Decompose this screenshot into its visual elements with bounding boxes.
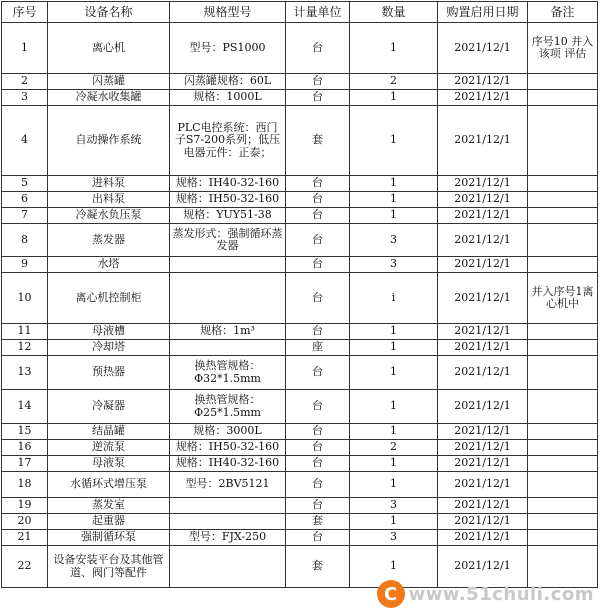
table-row [2,257,598,273]
cell-spec: 闪蒸罐规格：60L [170,74,286,90]
cell-no: 10 [2,273,48,324]
cell-name: 离心机 [48,23,170,74]
cell-name: 离心机控制柜 [48,273,170,324]
watermark [377,580,594,608]
cell-date: 2021/12/1 [438,546,528,588]
cell-spec: 蒸发形式：强制循环蒸发器 [170,224,286,257]
cell-qty: 1 [350,90,438,106]
cell-name: 设备安装平台及其他管道、阀门等配件 [48,546,170,588]
cell-date: 2021/12/1 [438,257,528,273]
cell-name: 逆流泵 [48,440,170,456]
cell-name: 起重器 [48,514,170,530]
cell-qty: 1 [350,208,438,224]
cell-note [528,514,598,530]
header-date: 购置启用日期 [438,2,528,23]
cell-spec: 换热管规格：Φ32*1.5mm [170,356,286,390]
header-unit: 计量单位 [286,2,350,23]
table-row [2,208,598,224]
cell-note [528,257,598,273]
cell-no: 7 [2,208,48,224]
cell-spec: 型号：PS1000 [170,23,286,74]
cell-no: 14 [2,390,48,424]
cell-qty: 3 [350,530,438,546]
cell-note [528,90,598,106]
cell-date: 2021/12/1 [438,176,528,192]
cell-qty: 1 [350,390,438,424]
cell-name: 结晶罐 [48,424,170,440]
cell-name: 水塔 [48,257,170,273]
cell-spec: 换热管规格：Φ25*1.5mm [170,390,286,424]
cell-name: 预热器 [48,356,170,390]
cell-spec [170,546,286,588]
cell-unit: 台 [286,224,350,257]
cell-unit: 台 [286,90,350,106]
table-row [2,340,598,356]
header-spec: 规格型号 [170,2,286,23]
header-no: 序号 [2,2,48,23]
cell-no: 1 [2,23,48,74]
cell-qty: 3 [350,224,438,257]
cell-no: 20 [2,514,48,530]
cell-no: 11 [2,324,48,340]
cell-spec: 规格：IH40-32-160 [170,456,286,472]
cell-unit: 台 [286,208,350,224]
table-row [2,23,598,74]
cell-qty: 1 [350,23,438,74]
header-note: 备注 [528,2,598,23]
table-row [2,90,598,106]
cell-note [528,456,598,472]
cell-unit: 台 [286,257,350,273]
cell-note [528,340,598,356]
table-row [2,356,598,390]
cell-spec: 型号：2BV5121 [170,472,286,498]
cell-date: 2021/12/1 [438,530,528,546]
cell-spec: 规格：IH50-32-160 [170,440,286,456]
cell-date: 2021/12/1 [438,106,528,176]
cell-note [528,106,598,176]
cell-date: 2021/12/1 [438,273,528,324]
cell-name: 水循环式增压泵 [48,472,170,498]
cell-name: 强制循环泵 [48,530,170,546]
cell-unit: 台 [286,324,350,340]
table-row [2,192,598,208]
cell-spec: 规格：IH40-32-160 [170,176,286,192]
cell-spec: 规格：1m³ [170,324,286,340]
cell-spec: PLC电控系统：西门子S7-200系列；低压电器元件：正泰； [170,106,286,176]
cell-qty: 3 [350,498,438,514]
cell-spec: 规格：3000L [170,424,286,440]
cell-note [528,356,598,390]
cell-no: 8 [2,224,48,257]
cell-note [528,192,598,208]
cell-date: 2021/12/1 [438,192,528,208]
cell-date: 2021/12/1 [438,224,528,257]
cell-name: 出料泵 [48,192,170,208]
cell-name: 自动操作系统 [48,106,170,176]
cell-no: 17 [2,456,48,472]
cell-unit: 台 [286,390,350,424]
cell-date: 2021/12/1 [438,324,528,340]
cell-spec: 型号：FJX-250 [170,530,286,546]
cell-spec: 规格：1000L [170,90,286,106]
cell-spec [170,498,286,514]
cell-no: 13 [2,356,48,390]
cell-unit: 套 [286,546,350,588]
cell-unit: 台 [286,472,350,498]
table-row [2,514,598,530]
cell-note [528,472,598,498]
cell-note [528,390,598,424]
cell-note [528,324,598,340]
cell-unit: 台 [286,530,350,546]
cell-name: 冷凝器 [48,390,170,424]
cell-name: 母液槽 [48,324,170,340]
cell-no: 21 [2,530,48,546]
equipment-table [1,1,598,588]
cell-unit: 台 [286,74,350,90]
cell-no: 18 [2,472,48,498]
cell-name: 冷却塔 [48,340,170,356]
cell-note [528,424,598,440]
cell-note [528,440,598,456]
cell-note [528,74,598,90]
table-row [2,530,598,546]
cell-spec [170,340,286,356]
cell-unit: 台 [286,356,350,390]
table-row [2,472,598,498]
header-row [2,2,598,23]
cell-date: 2021/12/1 [438,498,528,514]
cell-qty: 1 [350,176,438,192]
cell-qty: 1 [350,106,438,176]
cell-date: 2021/12/1 [438,390,528,424]
cell-unit: 台 [286,273,350,324]
header-name: 设备名称 [48,2,170,23]
table-row [2,440,598,456]
cell-date: 2021/12/1 [438,90,528,106]
cell-date: 2021/12/1 [438,74,528,90]
table-row [2,424,598,440]
cell-no: 3 [2,90,48,106]
table-row [2,390,598,424]
cell-unit: 台 [286,192,350,208]
header-qty: 数量 [350,2,438,23]
cell-no: 2 [2,74,48,90]
cell-no: 16 [2,440,48,456]
cell-qty: 2 [350,74,438,90]
cell-no: 12 [2,340,48,356]
watermark-text: www.51chuli.com [408,583,594,605]
cell-unit: 台 [286,23,350,74]
cell-name: 蒸发室 [48,498,170,514]
cell-qty: 1 [350,546,438,588]
cell-unit: 台 [286,424,350,440]
cell-date: 2021/12/1 [438,424,528,440]
cell-unit: 台 [286,498,350,514]
cell-qty: 1 [350,424,438,440]
cell-note [528,498,598,514]
cell-date: 2021/12/1 [438,472,528,498]
cell-no: 5 [2,176,48,192]
cell-qty: 1 [350,192,438,208]
cell-note: 并入序号1离心机中 [528,273,598,324]
cell-name: 进料泵 [48,176,170,192]
cell-qty: 2 [350,440,438,456]
table-row [2,456,598,472]
cell-qty: 1 [350,472,438,498]
cell-date: 2021/12/1 [438,356,528,390]
cell-date: 2021/12/1 [438,440,528,456]
table-row [2,324,598,340]
cell-note [528,224,598,257]
cell-name: 闪蒸罐 [48,74,170,90]
table-row [2,74,598,90]
cell-qty: 1 [350,324,438,340]
cell-spec: 规格：YUY51-38 [170,208,286,224]
cell-qty: 1 [350,514,438,530]
cell-unit: 套 [286,514,350,530]
cell-unit: 台 [286,176,350,192]
cell-date: 2021/12/1 [438,23,528,74]
cell-note: 序号10 并入该项 评估 [528,23,598,74]
cell-date: 2021/12/1 [438,208,528,224]
cell-no: 4 [2,106,48,176]
cell-note [528,208,598,224]
cell-date: 2021/12/1 [438,456,528,472]
table-row [2,498,598,514]
table-row [2,224,598,257]
cell-spec: 规格：IH50-32-160 [170,192,286,208]
cell-qty: 1 [350,456,438,472]
cell-no: 6 [2,192,48,208]
cell-no: 15 [2,424,48,440]
table-row [2,273,598,324]
cell-qty: 3 [350,257,438,273]
cell-name: 蒸发器 [48,224,170,257]
cell-date: 2021/12/1 [438,340,528,356]
cell-date: 2021/12/1 [438,514,528,530]
cell-unit: 座 [286,340,350,356]
watermark-logo-icon: C [377,580,405,608]
cell-spec [170,514,286,530]
cell-qty: i [350,273,438,324]
cell-no: 9 [2,257,48,273]
table-row [2,106,598,176]
cell-spec [170,273,286,324]
cell-name: 母液泵 [48,456,170,472]
cell-qty: 1 [350,356,438,390]
cell-unit: 台 [286,456,350,472]
table-row [2,176,598,192]
cell-name: 冷凝水负压泵 [48,208,170,224]
cell-unit: 套 [286,106,350,176]
cell-note [528,530,598,546]
cell-unit: 台 [286,440,350,456]
cell-name: 冷凝水收集罐 [48,90,170,106]
cell-no: 22 [2,546,48,588]
cell-spec [170,257,286,273]
cell-no: 19 [2,498,48,514]
cell-qty: 1 [350,340,438,356]
cell-note [528,176,598,192]
